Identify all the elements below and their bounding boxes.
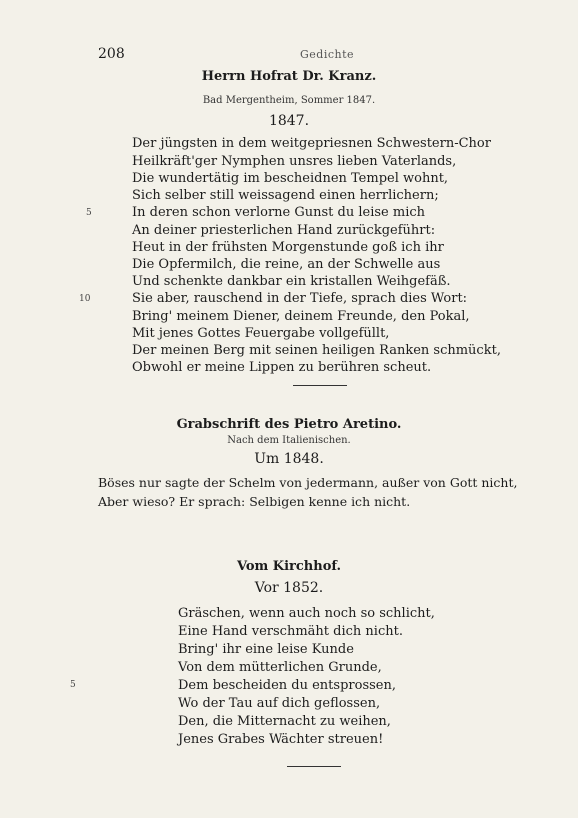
poem1-line: Bring' meinem Diener, deinem Freunde, den Pokal, [132,309,470,324]
poem1-year: 1847. [268,113,310,129]
poem1-line: Der jüngsten in dem weitgepriesnen Schwestern-Chor [132,136,491,151]
poem1-line: Obwohl er meine Lippen zu berühren scheut. [132,360,432,375]
section-divider [287,766,341,767]
poem1-line: Heilkräft'ger Nymphen unsres lieben Vaterlands, [132,154,457,169]
poem1-title: Herrn Hofrat Dr. Kranz. [201,69,377,84]
poem2-subtitle: Nach dem Italienischen. [227,435,351,446]
poem3-line: Gräschen, wenn auch noch so schlicht, [178,606,435,621]
poem3-line: Wo der Tau auf dich geflossen, [178,696,381,711]
poem1-line: Sich selber still weissagend einen herrlichern; [132,188,439,203]
poem1-line: In deren schon verlorne Gunst du leise mich [132,205,426,220]
line-number: 5 [70,680,76,690]
poem1-place: Bad Mergentheim, Sommer 1847. [202,95,376,106]
poem1-line: Und schenkte dankbar ein kristallen Weihgefäß. [132,274,451,289]
poem2-line: Aber wieso? Er sprach: Selbigen kenne ich nicht. [98,494,411,509]
poem3-line: Den, die Mitternacht zu weihen, [178,714,391,729]
poem3-line: Bring' ihr eine leise Kunde [178,642,354,657]
poem1-line: Die Opfermilch, die reine, an der Schwelle aus [132,257,441,272]
poem1-line: Der meinen Berg mit seinen heiligen Ranken schmückt, [132,343,501,358]
poem2-line: Böses nur sagte der Schelm von jedermann, außer von Gott nicht, [98,475,518,490]
poem3-line: Dem bescheiden du entsprossen, [178,678,396,693]
running-title: Gedichte [300,48,355,61]
poem3-title: Vom Kirchhof. [236,559,342,574]
line-number: 5 [86,208,92,218]
line-number: 10 [79,294,91,304]
poem2-year: Um 1848. [254,451,324,467]
poem1-line: An deiner priesterlichen Hand zurückgeführt: [132,223,436,238]
section-divider [293,385,347,386]
poem3-line: Jenes Grabes Wächter streuen! [178,732,384,747]
poem3-line: Von dem mütterlichen Grunde, [178,660,382,675]
poem2-title: Grabschrift des Pietro Aretino. [176,417,402,432]
poem3-line: Eine Hand verschmäht dich nicht. [178,624,403,639]
page-number: 208 [98,46,125,62]
poem1-line: Die wundertätig im bescheidnen Tempel wohnt, [132,171,449,186]
poem3-year: Vor 1852. [254,580,324,596]
poem1-line: Heut in der frühsten Morgenstunde goß ich ihr [132,240,444,255]
poem1-line: Mit jenes Gottes Feuergabe vollgefüllt, [132,326,390,341]
poem1-line: Sie aber, rauschend in der Tiefe, sprach dies Wort: [132,291,468,306]
